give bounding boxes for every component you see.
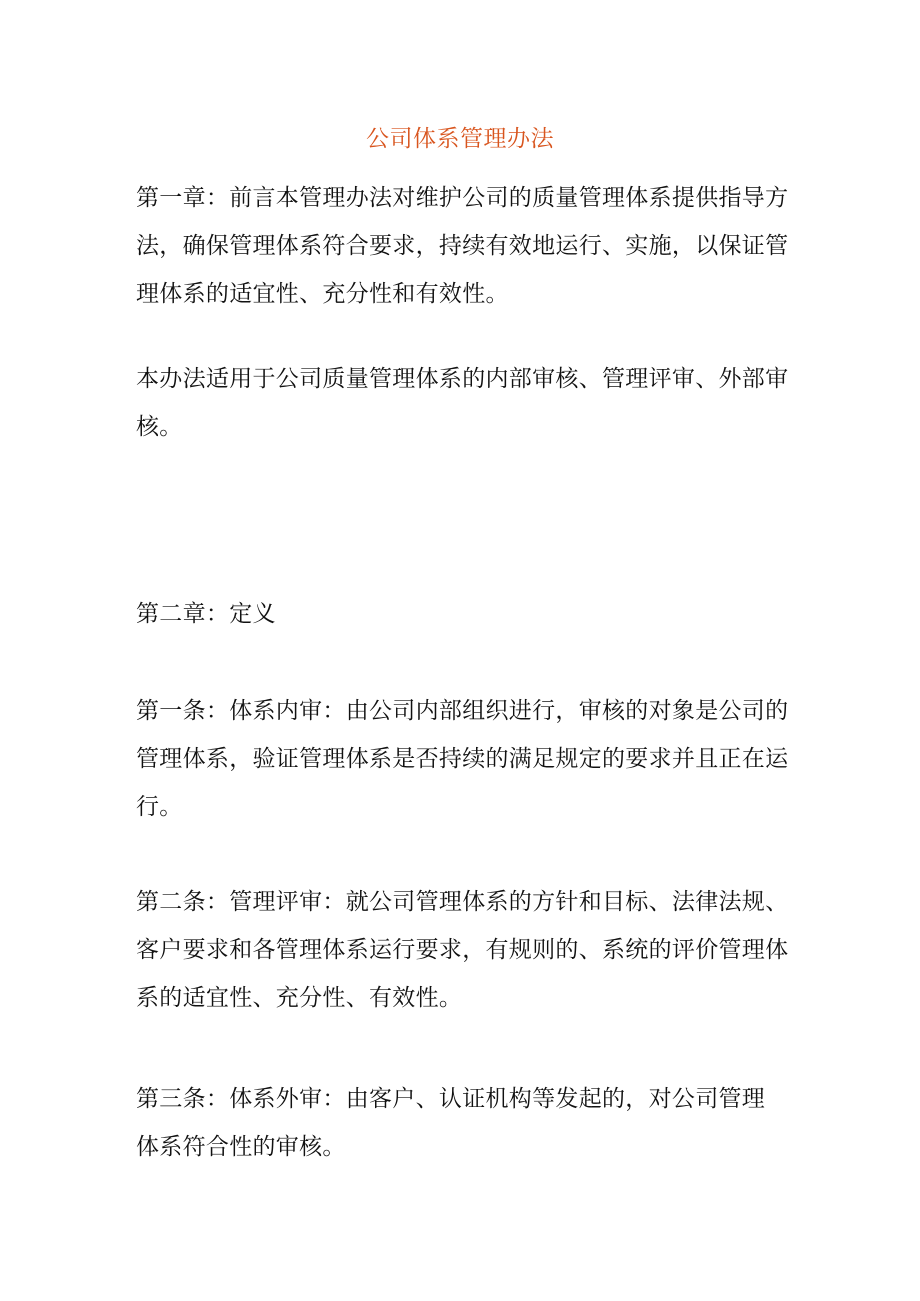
scope-paragraph: [136, 355, 816, 451]
chapter1-paragraph: [136, 174, 816, 318]
chapter2-heading: 第二章：定义: [136, 601, 276, 627]
paragraph-line: 第三条：体系外审：由客户、认证机构等发起的，对公司管理: [136, 1086, 766, 1112]
paragraph-line: 法，确保管理体系符合要求，持续有效地运行、实施，以保证管: [136, 233, 789, 259]
paragraph-line: 核。: [136, 414, 183, 440]
paragraph-line: 第二条：管理评审：就公司管理体系的方针和目标、法律法规、: [136, 889, 789, 915]
paragraph-line: 管理体系，验证管理体系是否持续的满足规定的要求并且正在运: [136, 746, 789, 772]
paragraph-line: 客户要求和各管理体系运行要求，有规则的、系统的评价管理体: [136, 937, 789, 963]
paragraph-line: 行。: [136, 794, 183, 820]
article2-paragraph: [136, 878, 816, 1022]
paragraph-line: 本办法适用于公司质量管理体系的内部审核、管理评审、外部审: [136, 366, 789, 392]
paragraph-line: 系的适宜性、充分性、有效性。: [136, 985, 463, 1011]
document-title: 公司体系管理办法: [366, 126, 554, 152]
article1-paragraph: [136, 687, 816, 831]
paragraph-line: 第一章：前言本管理办法对维护公司的质量管理体系提供指导方: [136, 185, 789, 211]
paragraph-line: 理体系的适宜性、充分性和有效性。: [136, 281, 509, 307]
paragraph-line: 体系符合性的审核。: [136, 1134, 346, 1160]
paragraph-line: 第一条：体系内审：由公司内部组织进行，审核的对象是公司的: [136, 698, 789, 724]
article3-paragraph: [136, 1075, 816, 1171]
